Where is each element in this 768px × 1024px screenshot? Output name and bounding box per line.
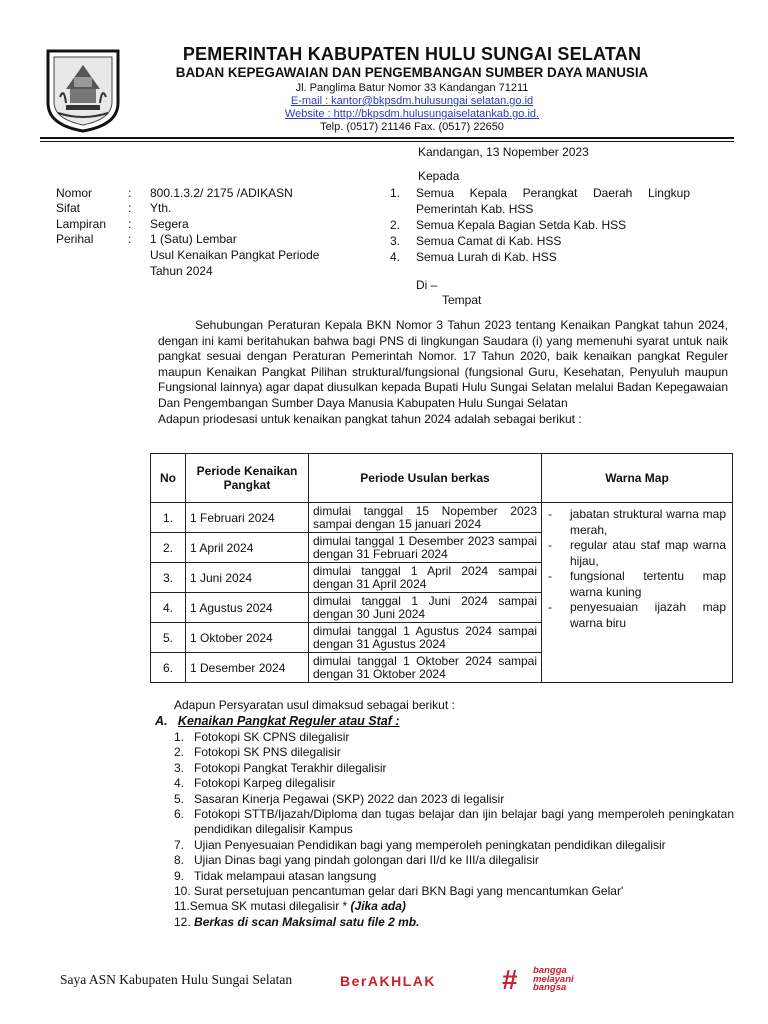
section-letter: A.	[155, 714, 168, 728]
meta-colon: :	[128, 201, 132, 215]
item-text: Surat persetujuan pencantuman gelar dari BKN Bagi yang mencantumkan Gelar'	[194, 884, 624, 899]
letterhead-address: Jl. Panglima Batur Nomor 33 Kandangan 71211	[295, 82, 529, 94]
letterhead-phone: Telp. (0517) 21146 Fax. (0517) 22650	[320, 121, 504, 133]
row-no: 4.	[151, 593, 186, 623]
warna-dash: -	[548, 600, 552, 614]
footer-slogan: Saya ASN Kabupaten Hulu Sungai Selatan	[60, 972, 293, 987]
schedule-table	[150, 453, 733, 683]
row-usulan: dimulai tanggal 1 April 2024 sampai dengan 31 April 2024	[309, 563, 542, 593]
recipient-item	[390, 185, 690, 217]
item-number: 9.	[174, 868, 185, 883]
requirements-list	[174, 730, 734, 930]
table-header: No	[151, 454, 186, 503]
recipient-text: Semua Kepala Bagian Setda Kab. HSS	[416, 218, 627, 232]
item-number: 12.	[174, 914, 191, 929]
regency-emblem-logo	[44, 47, 122, 133]
item-text: Sasaran Kinerja Pegawai (SKP) 2022 dan 2023 di legalisir	[194, 791, 505, 806]
recipient-number: 3.	[390, 234, 401, 248]
item-text: Fotokopi Pangkat Terakhir dilegalisir	[194, 760, 387, 775]
item-number: 3.	[174, 760, 185, 775]
requirements-intro: Adapun Persyaratan usul dimaksud sebagai berikut :	[174, 698, 455, 712]
letterhead-divider	[40, 137, 734, 139]
kepada-label: Kepada	[418, 169, 460, 183]
body-paragraph-text: Sehubungan Peraturan Kepala BKN Nomor 3 Tahun 2023 tentang Kenaikan Pangkat tahun 2024, dengan ini kami beritahukan bahwa bagi PNS di lingkungan Saudara (i) yang memenuhi syarat untuk naik pangkat sesuai dengan Peraturan Pemerintah Nomor. 17 Tahun 2020, baik kenaikan pangkat Reguler maupun Kenaikan Pangkat Pilihan struktural/fungsional (fungsional Guru, Kesehatan, Penyuluh maupun Fungsional lainnya) agar dapat diusulkan kepada Bupati Hulu Sungai Selatan melalui Badan Kepegawaian Dan Pengembangan Sumber Daya Manusia Kabupaten Hulu Sungai Selatan	[158, 318, 728, 410]
warna-text: penyesuaian ijazah map warna biru	[570, 600, 726, 630]
recipient-number: 4.	[390, 250, 401, 264]
list-item	[174, 869, 734, 884]
list-item	[174, 853, 734, 868]
berakhlak-wordmark: BerAKHLAK	[340, 973, 436, 989]
row-usulan: dimulai tanggal 1 Oktober 2024 sampai dengan 31 Oktober 2024	[309, 653, 542, 683]
meta-value: Segera	[150, 217, 189, 231]
meta-label: Nomor	[56, 186, 93, 200]
recipient-text: Semua Lurah di Kab. HSS	[416, 250, 557, 264]
row-periode: 1 Februari 2024	[186, 503, 309, 533]
bangga-melayani-hash-icon: #	[502, 964, 518, 995]
body-paragraph	[158, 318, 728, 427]
meta-value: 800.1.3.2/ 2175 /ADIKASN	[150, 186, 293, 200]
item-text-emphasis: Berkas di scan Maksimal satu file 2 mb.	[194, 914, 420, 929]
meta-colon: :	[128, 186, 132, 200]
row-no: 2.	[151, 533, 186, 563]
meta-colon: :	[128, 217, 132, 231]
recipient-item	[390, 233, 690, 249]
recipient-item	[390, 249, 690, 265]
recipient-list	[390, 185, 690, 265]
meta-perihal-subject: Usul Kenaikan Pangkat Periode Tahun 2024	[150, 248, 320, 278]
warna-text: fungsional tertentu map warna kuning	[570, 569, 726, 599]
requirements-section-title	[155, 714, 400, 728]
table-header: Periode Kenaikan Pangkat	[186, 454, 309, 503]
item-text: Fotokopi Karpeg dilegalisir	[194, 776, 336, 791]
list-item	[174, 807, 734, 838]
row-periode: 1 Juni 2024	[186, 563, 309, 593]
item-number: 5.	[174, 791, 185, 806]
bangga-line: bangga	[533, 965, 567, 976]
recipient-text: Semua Camat di Kab. HSS	[416, 234, 562, 248]
row-no: 5.	[151, 623, 186, 653]
letter-date: Kandangan, 13 Nopember 2023	[418, 145, 589, 159]
meta-label: Perihal	[56, 232, 94, 246]
table-header: Periode Usulan berkas	[309, 454, 542, 503]
table-header-row	[151, 454, 733, 503]
row-no: 3.	[151, 563, 186, 593]
row-periode: 1 Oktober 2024	[186, 623, 309, 653]
recipient-number: 2.	[390, 218, 401, 232]
row-usulan: dimulai tanggal 1 Juni 2024 sampai dengan 30 Juni 2024	[309, 593, 542, 623]
item-text: Fotokopi STTB/Ijazah/Diploma dan tugas belajar dan ijin belajar bagi yang memperoleh peningkatan pendidikan dilegalisir Kampus	[194, 807, 734, 837]
item-number: 1.	[174, 730, 185, 744]
row-usulan: dimulai tanggal 15 Nopember 2023 sampai dengan 15 januari 2024	[309, 503, 542, 533]
di-label: Di –	[416, 278, 438, 292]
item-text: Tidak melampaui atasan langsung	[194, 868, 377, 883]
item-number: 7.	[174, 837, 185, 852]
item-number: 8.	[174, 853, 185, 868]
list-item	[174, 745, 734, 760]
list-item	[174, 776, 734, 791]
item-number: 10.	[174, 884, 191, 899]
warna-text: regular atau staf map warna hijau,	[570, 538, 726, 568]
list-item	[174, 838, 734, 853]
warna-item	[548, 507, 726, 538]
meta-value: Yth.	[150, 201, 172, 215]
row-periode: 1 Desember 2024	[186, 653, 309, 683]
item-text: Fotokopi SK CPNS dilegalisir	[194, 730, 350, 744]
item-text: Fotokopi SK PNS dilegalisir	[194, 745, 341, 760]
row-usulan: dimulai tanggal 1 Agustus 2024 sampai dengan 31 Agustus 2024	[309, 623, 542, 653]
warna-text: jabatan struktural warna map merah,	[570, 507, 726, 537]
item-text-emphasis: (Jika ada)	[350, 899, 406, 914]
letterhead-email-link[interactable]: E-mail : kantor@bkpsdm.hulusungai selatan.go.id	[290, 95, 534, 107]
list-item	[174, 730, 734, 745]
list-item	[174, 792, 734, 807]
body-paragraph-schedule-intro: Adapun priodesasi untuk kenaikan pangkat tahun 2024 adalah sebagai berikut :	[158, 411, 582, 426]
warna-map-cell	[542, 503, 733, 683]
item-number: 2.	[174, 745, 185, 760]
berakhlak-logo	[340, 973, 436, 989]
meta-colon: :	[128, 232, 132, 246]
bangga-line: bangsa	[533, 982, 567, 993]
recipient-text: Semua Kepala Perangkat Daerah Lingkup Pemerintah Kab. HSS	[416, 186, 690, 216]
list-item	[174, 884, 734, 899]
list-item	[174, 761, 734, 776]
recipient-number: 1.	[390, 186, 401, 200]
section-title-text: Kenaikan Pangkat Reguler atau Staf :	[177, 714, 400, 728]
letterhead-divider-thin	[40, 141, 734, 142]
letterhead-government: PEMERINTAH KABUPATEN HULU SUNGAI SELATAN	[182, 44, 642, 64]
meta-value: 1 (Satu) Lembar	[150, 232, 237, 246]
letterhead-website-link[interactable]: Website : http://bkpsdm.hulusungaiselatankab.go.id.	[284, 108, 540, 120]
item-text: Ujian Dinas bagi yang pindah golongan dari II/d ke III/a dilegalisir	[194, 853, 539, 868]
warna-item	[548, 569, 726, 600]
item-number: 4.	[174, 776, 185, 791]
bangga-line: melayani	[533, 973, 574, 985]
warna-dash: -	[548, 538, 552, 552]
row-no: 1.	[151, 503, 186, 533]
meta-label: Lampiran	[56, 217, 107, 231]
list-item	[174, 915, 734, 930]
row-periode: 1 Agustus 2024	[186, 593, 309, 623]
bangga-melayani-logo	[533, 967, 574, 993]
warna-dash: -	[548, 569, 552, 583]
warna-item	[548, 600, 726, 631]
item-text: 11.Semua SK mutasi dilegalisir *	[174, 899, 351, 914]
tempat-label: Tempat	[442, 293, 482, 307]
recipient-item	[390, 217, 690, 233]
warna-item	[548, 538, 726, 569]
row-periode: 1 April 2024	[186, 533, 309, 563]
item-number: 6.	[174, 807, 185, 822]
table-header: Warna Map	[542, 454, 733, 503]
table-row	[151, 503, 733, 533]
list-item	[174, 899, 734, 914]
item-text: Ujian Penyesuaian Pendidikan bagi yang memperoleh peningkatan pendidikan dilegalisir	[194, 837, 666, 852]
warna-dash: -	[548, 507, 552, 521]
row-usulan: dimulai tanggal 1 Desember 2023 sampai dengan 31 Februari 2024	[309, 533, 542, 563]
meta-label: Sifat	[56, 201, 81, 215]
letterhead-agency: BADAN KEPEGAWAIAN DAN PENGEMBANGAN SUMBER DAYA MANUSIA	[175, 65, 649, 80]
row-no: 6.	[151, 653, 186, 683]
